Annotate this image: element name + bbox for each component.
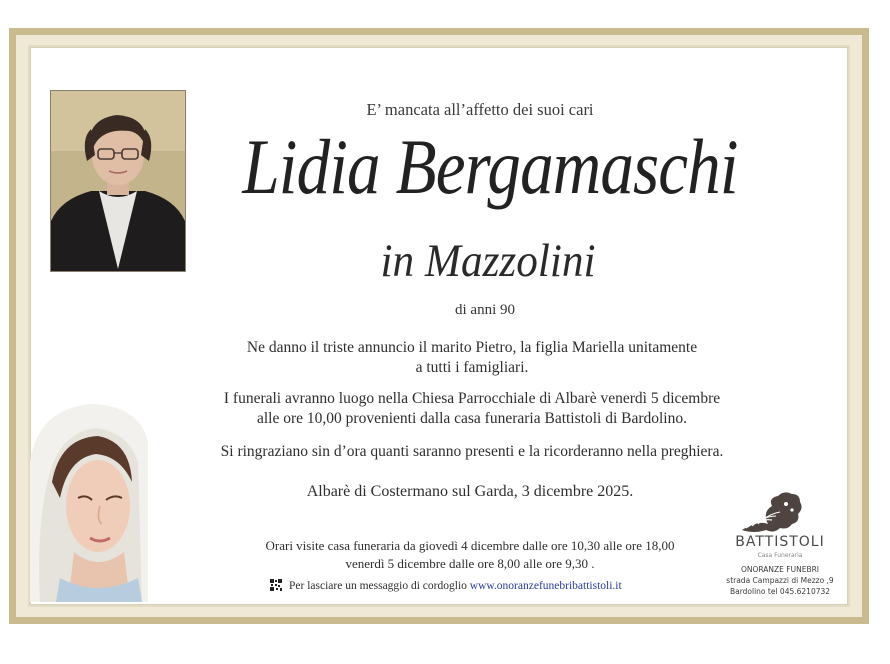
funeral-home-subtitle: Casa Funeraria xyxy=(757,552,803,559)
announcement-line: Ne danno il triste annuncio il marito Pietro, la figlia Mariella unitamente xyxy=(246,339,698,356)
condolence-link[interactable]: www.onoranzefunebribattistoli.it xyxy=(469,580,622,592)
intro-text: E’ mancata all’affetto dei suoi cari xyxy=(366,100,594,119)
deceased-name: Lidia Bergamaschi xyxy=(242,123,738,210)
funeral-line: I funerali avranno luogo nella Chiesa Parrocchiale di Albarè venerdì 5 dicembre xyxy=(223,390,721,407)
announcement-line: a tutti i famigliari. xyxy=(415,359,529,376)
visits-line: Orari visite casa funeraria da giovedì 4 dicembre dalle ore 10,30 alle ore 18,00 xyxy=(265,538,675,553)
married-name: in Mazzolini xyxy=(380,235,596,287)
funeral-home-phone: Bardolino tel 045.6210732 xyxy=(729,587,831,596)
funeral-line: alle ore 10,00 provenienti dalla casa funeraria Battistoli di Bardolino. xyxy=(257,410,687,427)
place-date: Albarè di Costermano sul Garda, 3 dicembre 2025. xyxy=(306,483,634,500)
condolence-text: Per lasciare un messaggio di cordoglio xyxy=(289,580,467,592)
thanks-text: Si ringraziano sin d’ora quanti saranno presenti e la ricorderanno nella preghiera. xyxy=(220,443,724,460)
qr-code-icon xyxy=(270,579,282,591)
condolence-line xyxy=(289,579,622,593)
funeral-home-address: strada Campazzi di Mezzo ,9 xyxy=(726,576,834,585)
madonna-image xyxy=(30,402,148,602)
visits-line: venerdì 5 dicembre dalle ore 8,00 alle ore 9,30 . xyxy=(345,556,595,571)
funeral-home-name: BATTISTOLI xyxy=(735,534,825,550)
funeral-home-line: ONORANZE FUNEBRI xyxy=(740,565,820,574)
funeral-paragraph xyxy=(172,389,772,429)
portrait-photo xyxy=(50,90,186,272)
age-text: di anni 90 xyxy=(455,302,515,318)
announcement-paragraph xyxy=(172,338,772,378)
battistoli-logo xyxy=(738,490,804,536)
